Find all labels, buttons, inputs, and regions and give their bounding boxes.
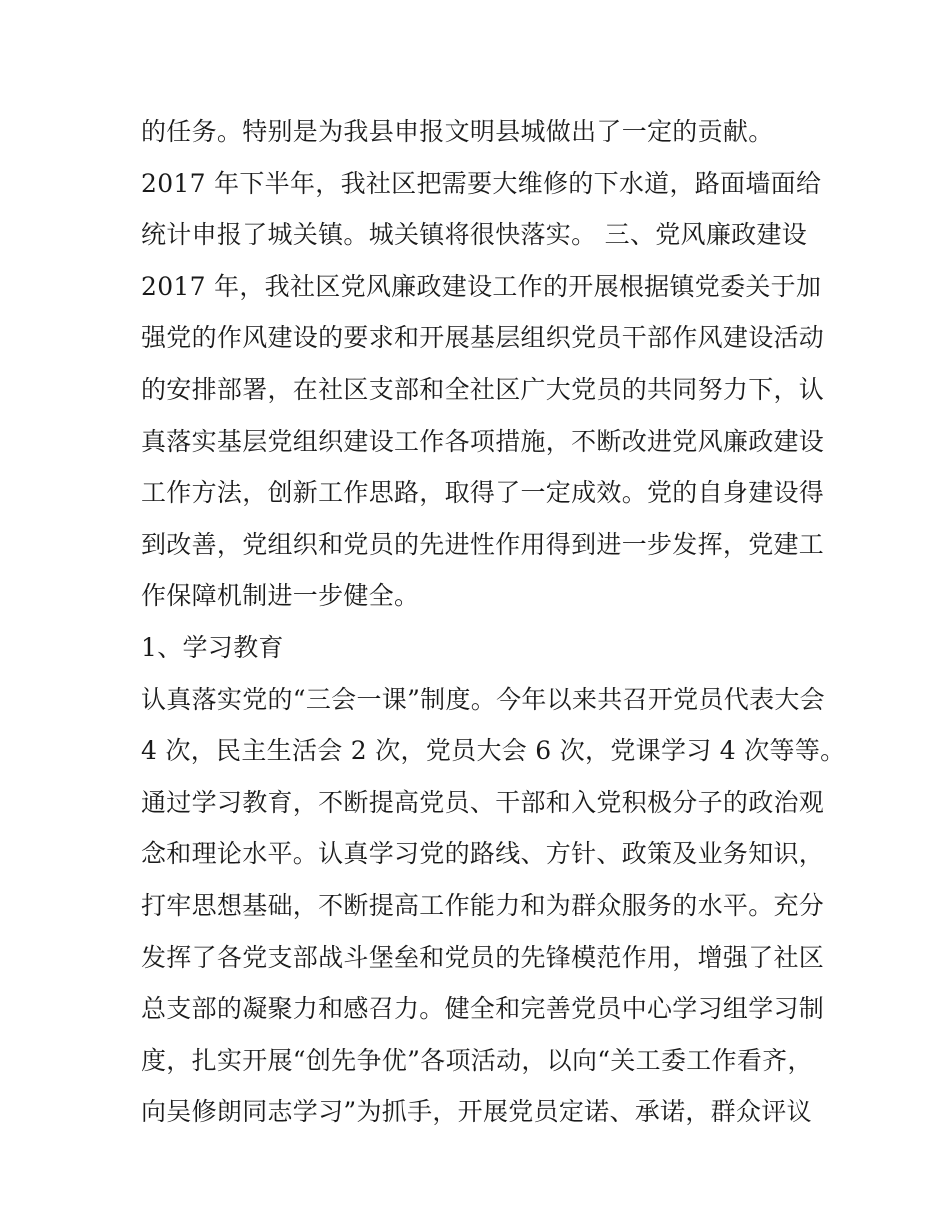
text-line: 作保障机制进一步健全。 [141,581,420,611]
body-text [141,106,846,1138]
text-line: 向吴修朗同志学习”为抓手，开展党员定诺、承诺，群众评议 [141,1097,812,1127]
text-line: 的安排部署，在社区支部和全社区广大党员的共同努力下，认 [141,374,825,404]
text-line: 工作方法，创新工作思路，取得了一定成效。党的自身建设得 [141,478,825,508]
text-line: 4 次，民主生活会 2 次，党员大会 6 次，党课学习 4 次等等。 [141,736,846,766]
text-line: 到改善，党组织和党员的先进性作用得到进一步发挥，党建工 [141,529,825,559]
text-line: 真落实基层党组织建设工作各项措施，不断改进党风廉政建设 [141,426,825,456]
text-line: 总支部的凝聚力和感召力。健全和完善党员中心学习组学习制 [141,994,825,1024]
text-line: 发挥了各党支部战斗堡垒和党员的先锋模范作用，增强了社区 [141,942,825,972]
text-line: 通过学习教育，不断提高党员、干部和入党积极分子的政治观 [141,787,825,817]
text-line: 2017 年下半年，我社区把需要大维修的下水道，路面墙面给 [141,168,822,198]
text-line: 强党的作风建设的要求和开展基层组织党员干部作风建设活动 [141,323,825,353]
section-heading: 1、学习教育 [141,632,284,662]
text-line: 的任务。特别是为我县申报文明县城做出了一定的贡献。 [141,117,774,146]
text-line: 2017 年，我社区党风廉政建设工作的开展根据镇党委关于加 [141,271,822,301]
text-line: 打牢思想基础，不断提高工作能力和为群众服务的水平。充分 [141,890,825,920]
text-line: 统计申报了城关镇。城关镇将很快落实。 三、党风廉政建设 [141,220,808,250]
text-line: 度，扎实开展“创先争优”各项活动，以向“关工委工作看齐， [141,1045,813,1075]
text-line: 认真落实党的“三会一课”制度。今年以来共召开党员代表大会 [141,684,825,714]
text-line: 念和理论水平。认真学习党的路线、方针、政策及业务知识， [141,839,825,869]
